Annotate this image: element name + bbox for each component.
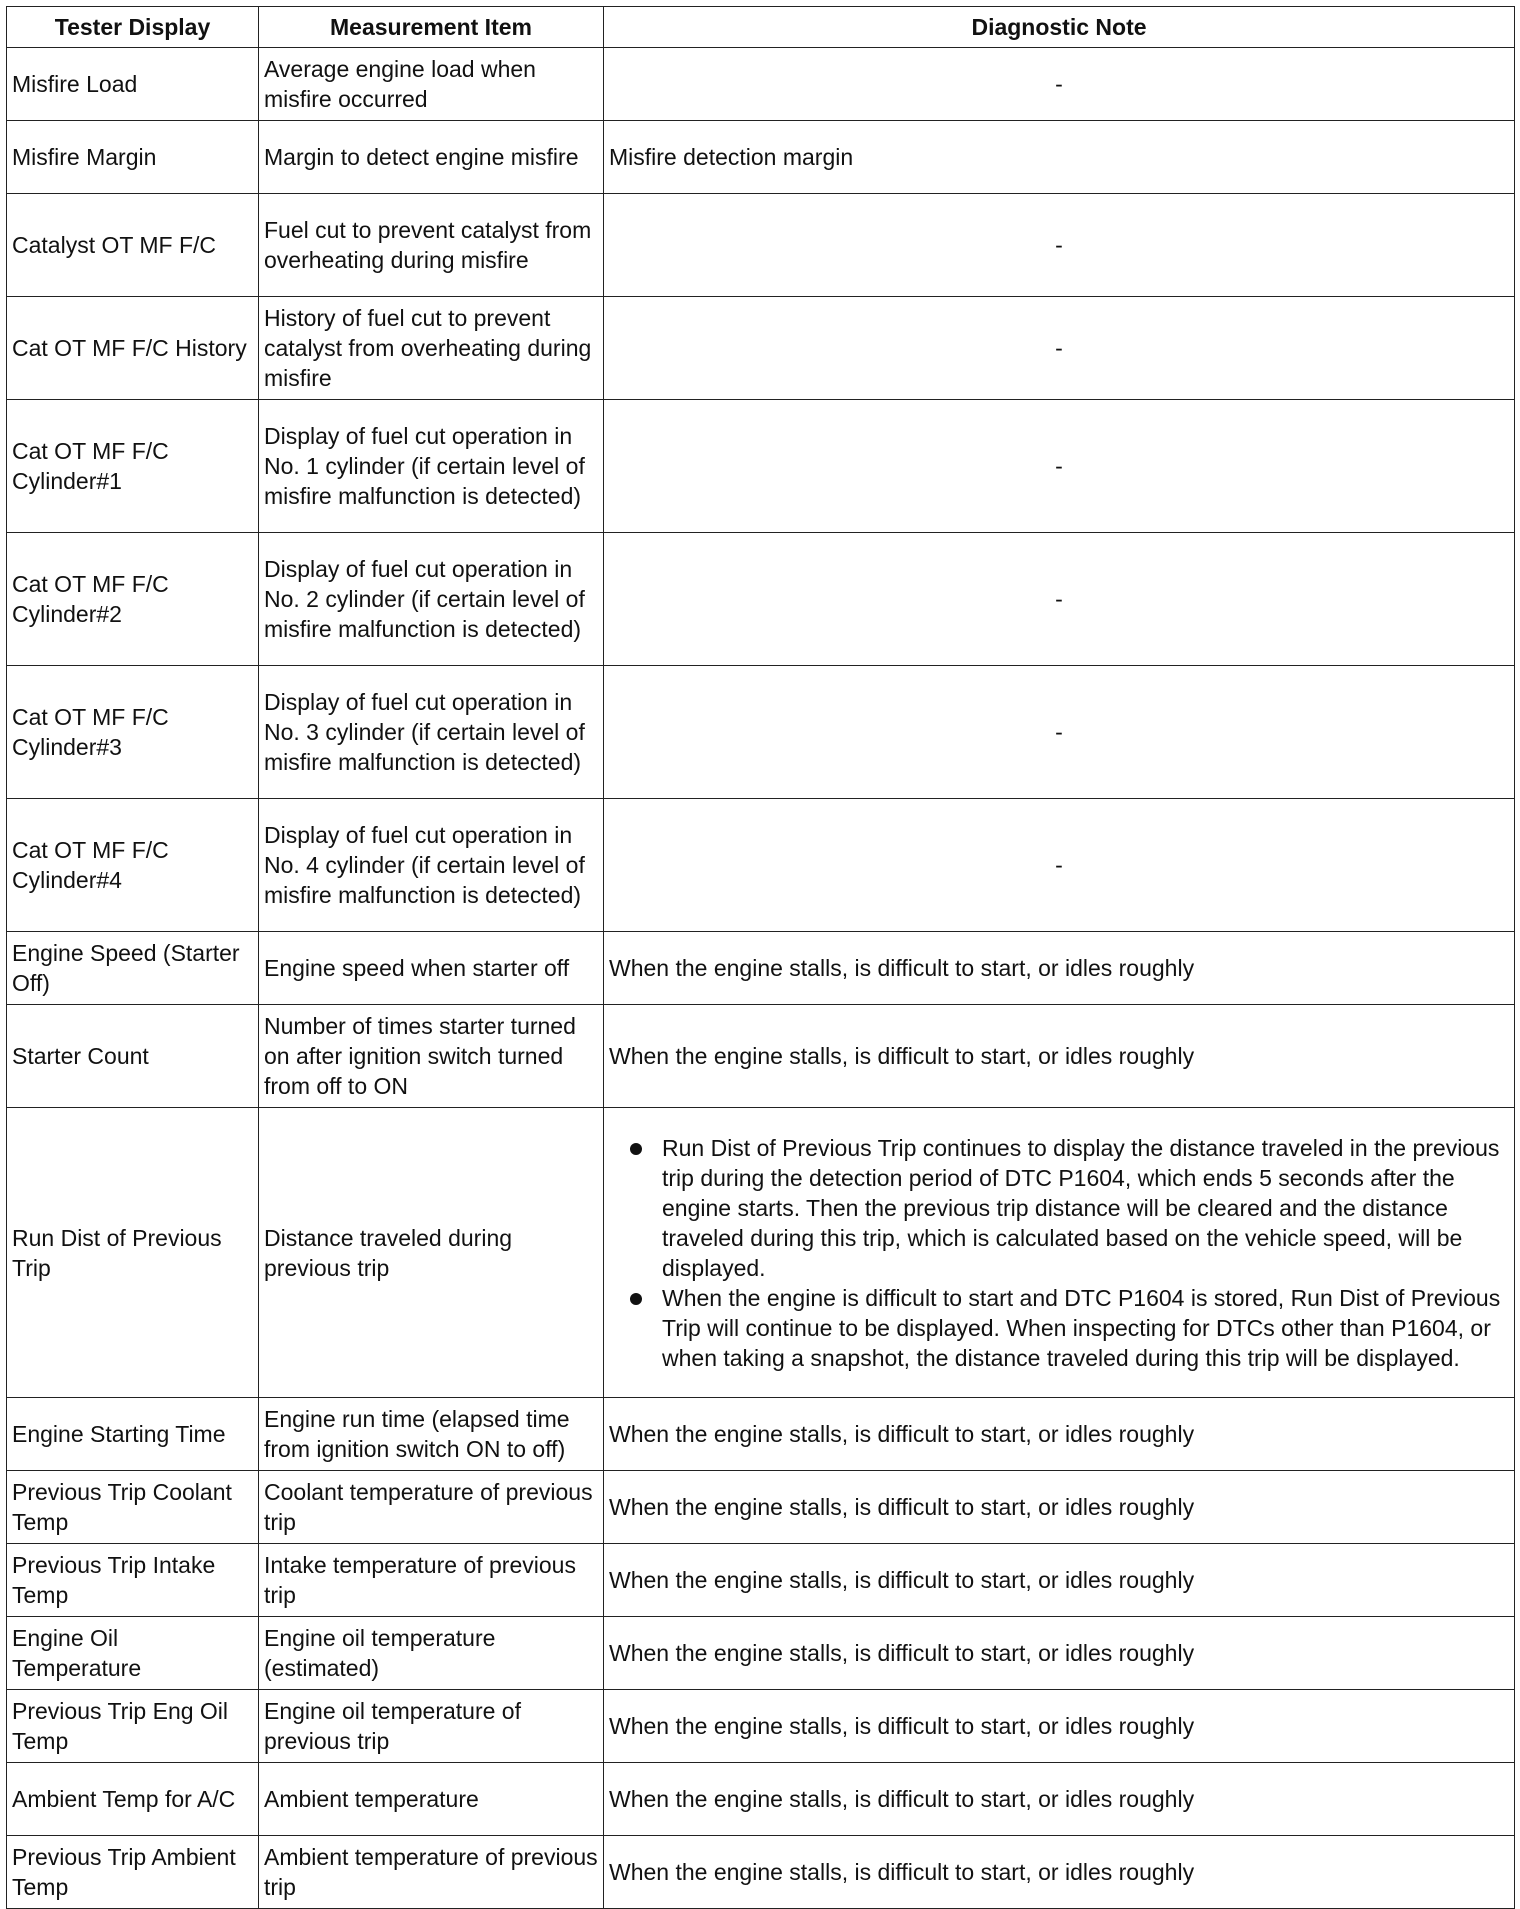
measurement-item-cell: History of fuel cut to prevent catalyst from overheating during misfire	[259, 297, 604, 400]
header-diagnostic-note: Diagnostic Note	[604, 7, 1515, 48]
diagnostic-note-cell: When the engine stalls, is difficult to start, or idles roughly	[604, 1471, 1515, 1544]
tester-display-cell: Misfire Load	[7, 48, 259, 121]
diagnostic-note-cell: -	[604, 194, 1515, 297]
table-row	[7, 400, 1515, 533]
tester-display-cell: Cat OT MF F/C Cylinder#1	[7, 400, 259, 533]
measurement-item-cell: Intake temperature of previous trip	[259, 1544, 604, 1617]
diagnostic-note-cell	[604, 1108, 1515, 1398]
measurement-item-cell: Average engine load when misfire occurred	[259, 48, 604, 121]
measurement-item-cell: Display of fuel cut operation in No. 2 cylinder (if certain level of misfire malfunction is detected)	[259, 533, 604, 666]
measurement-item-cell: Distance traveled during previous trip	[259, 1108, 604, 1398]
measurement-item-cell: Coolant temperature of previous trip	[259, 1471, 604, 1544]
diagnostic-note-cell: When the engine stalls, is difficult to start, or idles roughly	[604, 932, 1515, 1005]
tester-display-cell: Run Dist of Previous Trip	[7, 1108, 259, 1398]
measurement-item-cell: Engine speed when starter off	[259, 932, 604, 1005]
tester-display-cell: Engine Speed (Starter Off)	[7, 932, 259, 1005]
table-row	[7, 799, 1515, 932]
measurement-item-cell: Display of fuel cut operation in No. 3 cylinder (if certain level of misfire malfunction is detected)	[259, 666, 604, 799]
table-row	[7, 932, 1515, 1005]
tester-display-cell: Starter Count	[7, 1005, 259, 1108]
measurement-item-cell: Number of times starter turned on after ignition switch turned from off to ON	[259, 1005, 604, 1108]
table-row	[7, 533, 1515, 666]
table-row	[7, 48, 1515, 121]
table-row	[7, 1836, 1515, 1909]
diagnostic-note-list	[610, 1133, 1510, 1373]
measurement-item-cell: Engine oil temperature (estimated)	[259, 1617, 604, 1690]
table-row	[7, 1690, 1515, 1763]
header-tester-display: Tester Display	[7, 7, 259, 48]
tester-display-cell: Previous Trip Coolant Temp	[7, 1471, 259, 1544]
data-list-table	[6, 6, 1515, 1909]
header-measurement-item: Measurement Item	[259, 7, 604, 48]
diagnostic-note-cell: When the engine stalls, is difficult to start, or idles roughly	[604, 1836, 1515, 1909]
diagnostic-note-cell: When the engine stalls, is difficult to start, or idles roughly	[604, 1398, 1515, 1471]
measurement-item-cell: Display of fuel cut operation in No. 4 cylinder (if certain level of misfire malfunction is detected)	[259, 799, 604, 932]
tester-display-cell: Cat OT MF F/C Cylinder#3	[7, 666, 259, 799]
header-row	[7, 7, 1515, 48]
table-row	[7, 1617, 1515, 1690]
measurement-item-cell: Margin to detect engine misfire	[259, 121, 604, 194]
measurement-item-cell: Fuel cut to prevent catalyst from overheating during misfire	[259, 194, 604, 297]
diagnostic-note-cell: When the engine stalls, is difficult to start, or idles roughly	[604, 1763, 1515, 1836]
tester-display-cell: Cat OT MF F/C Cylinder#2	[7, 533, 259, 666]
diagnostic-note-cell: When the engine stalls, is difficult to start, or idles roughly	[604, 1617, 1515, 1690]
diagnostic-note-cell: -	[604, 666, 1515, 799]
tester-display-cell: Ambient Temp for A/C	[7, 1763, 259, 1836]
diagnostic-note-cell: -	[604, 799, 1515, 932]
measurement-item-cell: Ambient temperature	[259, 1763, 604, 1836]
tester-display-cell: Engine Starting Time	[7, 1398, 259, 1471]
measurement-item-cell: Display of fuel cut operation in No. 1 cylinder (if certain level of misfire malfunction is detected)	[259, 400, 604, 533]
tester-display-cell: Previous Trip Ambient Temp	[7, 1836, 259, 1909]
diagnostic-note-cell: When the engine stalls, is difficult to start, or idles roughly	[604, 1690, 1515, 1763]
table-row	[7, 194, 1515, 297]
tester-display-cell: Cat OT MF F/C History	[7, 297, 259, 400]
measurement-item-cell: Engine oil temperature of previous trip	[259, 1690, 604, 1763]
table-row	[7, 1544, 1515, 1617]
tester-display-cell: Cat OT MF F/C Cylinder#4	[7, 799, 259, 932]
diagnostic-note-bullet: When the engine is difficult to start and DTC P1604 is stored, Run Dist of Previous Trip will continue to be displayed. When inspecting for DTCs other than P1604, or when taking a snapshot, the distance traveled during this trip will be displayed.	[610, 1283, 1510, 1373]
tester-display-cell: Catalyst OT MF F/C	[7, 194, 259, 297]
table-row	[7, 1398, 1515, 1471]
table-row	[7, 297, 1515, 400]
diagnostic-note-cell: -	[604, 533, 1515, 666]
table-row	[7, 1005, 1515, 1108]
table-row	[7, 121, 1515, 194]
diagnostic-note-cell: -	[604, 297, 1515, 400]
measurement-item-cell: Ambient temperature of previous trip	[259, 1836, 604, 1909]
table-row	[7, 1763, 1515, 1836]
diagnostic-note-cell: -	[604, 400, 1515, 533]
diagnostic-note-cell: Misfire detection margin	[604, 121, 1515, 194]
tester-display-cell: Previous Trip Eng Oil Temp	[7, 1690, 259, 1763]
table-row	[7, 666, 1515, 799]
table-row	[7, 1471, 1515, 1544]
diagnostic-note-cell: When the engine stalls, is difficult to start, or idles roughly	[604, 1005, 1515, 1108]
diagnostic-note-cell: When the engine stalls, is difficult to start, or idles roughly	[604, 1544, 1515, 1617]
table-row	[7, 1108, 1515, 1398]
tester-display-cell: Misfire Margin	[7, 121, 259, 194]
measurement-item-cell: Engine run time (elapsed time from ignition switch ON to off)	[259, 1398, 604, 1471]
diagnostic-note-bullet: Run Dist of Previous Trip continues to display the distance traveled in the previous trip during the detection period of DTC P1604, which ends 5 seconds after the engine starts. Then the previous trip distance will be cleared and the distance traveled during this trip, which is calculated based on the vehicle speed, will be displayed.	[610, 1133, 1510, 1283]
diagnostic-note-cell: -	[604, 48, 1515, 121]
tester-display-cell: Previous Trip Intake Temp	[7, 1544, 259, 1617]
tester-display-cell: Engine Oil Temperature	[7, 1617, 259, 1690]
